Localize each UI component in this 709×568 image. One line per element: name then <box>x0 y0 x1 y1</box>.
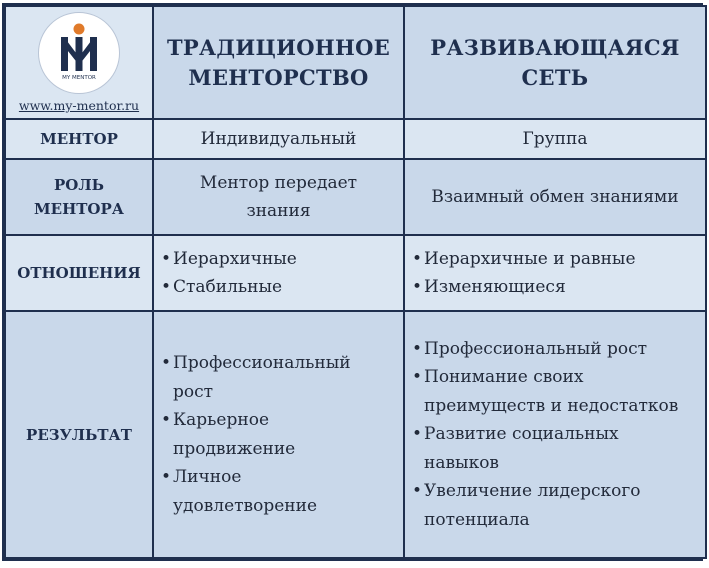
header-row <box>5 6 706 119</box>
list-item: • Увеличение лидерского потенциала <box>412 477 680 534</box>
row-label-result: РЕЗУЛЬТАТ <box>5 311 153 558</box>
row-label-mentor: МЕНТОР <box>5 119 153 159</box>
row-label-mentor-role: РОЛЬ МЕНТОРА <box>5 159 153 235</box>
logo-brand-text: MY MENTOR <box>62 75 96 81</box>
list-item: • Понимание своих преимуществ и недостатков <box>412 363 680 420</box>
cell-network-mentor: Группа <box>404 119 706 159</box>
logo-mark-icon <box>39 13 119 93</box>
comparison-table-frame <box>2 3 703 561</box>
table-row <box>5 159 706 235</box>
website-link[interactable]: www.my-mentor.ru <box>18 98 140 113</box>
header-traditional-mentoring: ТРАДИЦИОННОЕ МЕНТОРСТВО <box>153 6 404 119</box>
cell-network-result <box>404 311 706 558</box>
my-mentor-logo <box>38 12 120 94</box>
list-item: • Профессиональный рост <box>412 335 680 364</box>
row-label-relations: ОТНОШЕНИЯ <box>5 235 153 311</box>
list-item: • Изменяющиеся <box>412 273 698 302</box>
list-item: • Иерархичные <box>161 245 396 274</box>
comparison-table <box>4 5 707 559</box>
list-item: • Профессиональный рост <box>161 349 380 406</box>
cell-traditional-role: Ментор передает знания <box>153 159 404 235</box>
cell-network-relations <box>404 235 706 311</box>
table-row <box>5 311 706 558</box>
cell-traditional-mentor: Индивидуальный <box>153 119 404 159</box>
header-developing-network: РАЗВИВАЮЩАЯСЯ СЕТЬ <box>404 6 706 119</box>
table-row <box>5 235 706 311</box>
cell-traditional-result <box>153 311 404 558</box>
list-item: • Развитие социальных навыков <box>412 420 680 477</box>
list-item: • Иерархичные и равные <box>412 245 698 274</box>
cell-traditional-relations <box>153 235 404 311</box>
list-item: • Личное удовлетворение <box>161 463 380 520</box>
cell-network-role: Взаимный обмен знаниями <box>404 159 706 235</box>
logo-cell <box>5 6 153 119</box>
list-item: • Стабильные <box>161 273 396 302</box>
list-item: • Карьерное продвижение <box>161 406 380 463</box>
table-row <box>5 119 706 159</box>
